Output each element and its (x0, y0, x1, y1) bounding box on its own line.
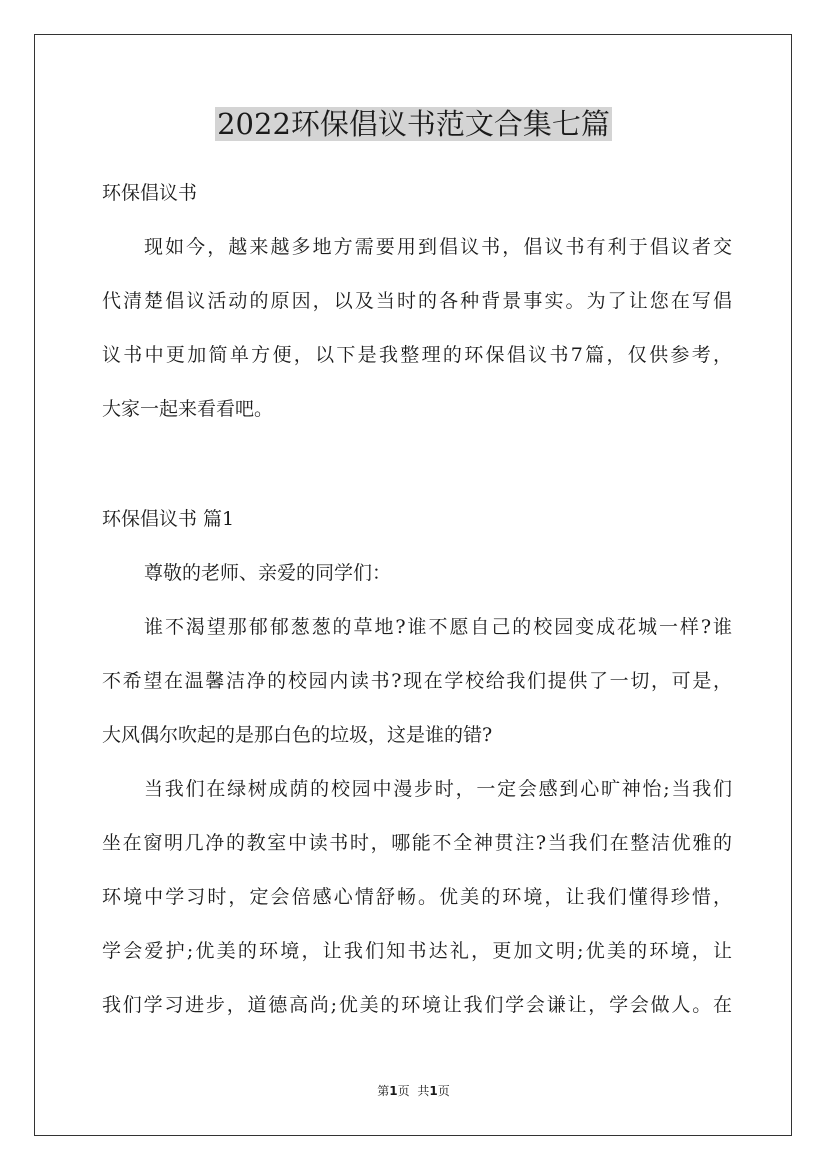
footer-page-number: 1 (389, 1084, 398, 1098)
intro-line-1: 现如今，越来越多地方需要用到倡议书，倡议书有利于倡议者交 (144, 236, 732, 258)
para1-line-1: 谁不渴望那郁郁葱葱的草地?谁不愿自己的校园变成花城一样?谁 (144, 616, 732, 638)
paragraph-1 (102, 600, 732, 762)
para2-line-1: 当我们在绿树成荫的校园中漫步时，一定会感到心旷神怡;当我们 (144, 778, 732, 800)
intro-paragraph (102, 220, 732, 436)
footer-page-prefix: 第 (377, 1084, 390, 1098)
para1-line-2: 不希望在温馨洁净的校园内读书?现在学校给我们提供了一切，可是， (102, 670, 732, 692)
intro-line-3: 议书中更加简单方便，以下是我整理的环保倡议书7篇，仅供参考， (102, 344, 732, 366)
footer-total-suffix: 页 (437, 1084, 450, 1098)
para1-line-3: 大风偶尔吹起的是那白色的垃圾，这是谁的错? (102, 724, 493, 746)
greeting-line: 尊敬的老师、亲爱的同学们： (144, 562, 392, 584)
para2-line-2: 坐在窗明几净的教室中读书时，哪能不全神贯注?当我们在整洁优雅的 (102, 832, 732, 854)
footer-total-number: 1 (429, 1084, 438, 1098)
intro-line-4: 大家一起来看看吧。 (102, 398, 274, 420)
footer-total-prefix: 共 (417, 1084, 430, 1098)
section-heading-1: 环保倡议书 (102, 182, 198, 204)
document-title-text: 2022环保倡议书范文合集七篇 (217, 107, 610, 141)
document-title (0, 104, 827, 144)
page-footer (0, 1083, 827, 1099)
paragraph-2 (102, 762, 732, 1032)
para2-line-5: 我们学习进步，道德高尚;优美的环境让我们学会谦让，学会做人。在 (102, 994, 732, 1016)
intro-line-2: 代清楚倡议活动的原因，以及当时的各种背景事实。为了让您在写倡 (102, 290, 732, 312)
footer-page-suffix: 页 (397, 1084, 410, 1098)
para2-line-3: 环境中学习时，定会倍感心情舒畅。优美的环境，让我们懂得珍惜， (102, 886, 732, 908)
section-heading-2: 环保倡议书 篇1 (102, 508, 235, 530)
para2-line-4: 学会爱护;优美的环境，让我们知书达礼，更加文明;优美的环境，让 (102, 940, 732, 962)
